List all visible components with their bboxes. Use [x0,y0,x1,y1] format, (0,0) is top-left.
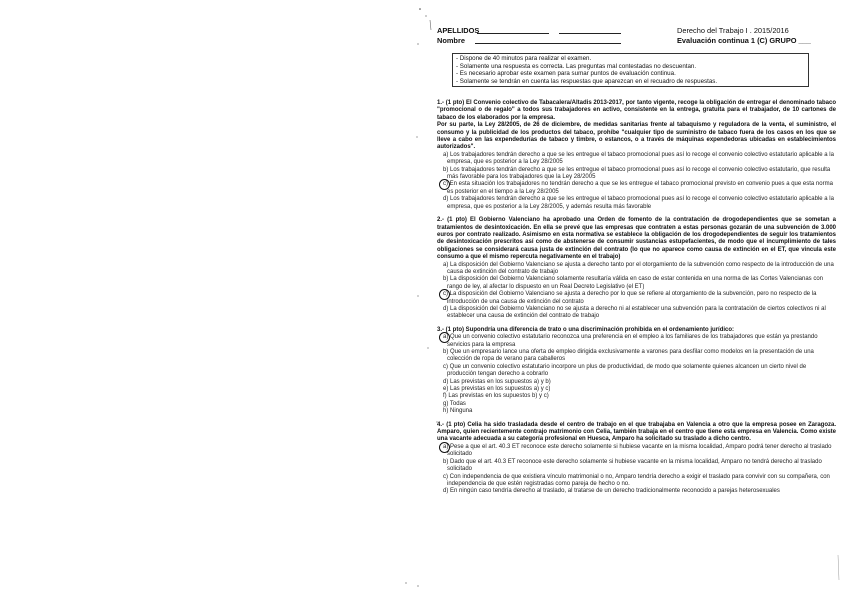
answer-option[interactable] [443,408,836,415]
option-text: f) Las previstas en los supuestos b) y c) [443,393,549,400]
answer-option-selected[interactable] [443,181,836,196]
answer-option[interactable] [443,393,836,400]
question-1 [437,100,836,211]
answer-option[interactable] [443,196,836,211]
answer-option-selected[interactable] [443,291,836,306]
question-3 [437,327,836,416]
question-paragraph: 1.- (1 pto) El Convenio colectivo de Tabacalera/Altadis 2013-2017, por tanto vigente, recoge la obligación de entregar el denominado tabaco "promocional o de regalo" a todos sus trabajadores en activo, consistente en la entrega, gratuita para el trabajador, de 10 cartones de tabaco de los elaborados por la empresa. [437,100,836,121]
option-text: e) Las previstas en los supuestos a) y c) [443,386,551,393]
option-text: a) Pese a que el art. 40.3 ET reconoce este derecho solamente si hubiese vacante en la misma localidad, Amparo podrá tener derecho al traslado solicitado [443,443,832,458]
option-text: b) La disposición del Gobierno Valenciano solamente resultaría válida en caso de estar contenida en una norma de las Cortes Valencianas con rango de ley, al afectar lo dispuesto en un Real Decreto Legislativo (el ET) [443,276,824,290]
answer-option[interactable] [443,364,836,379]
answer-option[interactable] [443,401,836,408]
option-text: d) En ningún caso tendría derecho al traslado, al tratarse de un derecho tradicionalmente reconocido a parejas heterosexuales [443,488,780,495]
answer-option[interactable] [443,379,836,386]
option-text: g) Todas [443,400,466,407]
option-text: b) Dado que el art. 40.3 ET reconoce este derecho solamente si hubiese vacante en la misma localidad, Amparo no tendrá derecho al traslado solicitado [443,458,822,473]
option-text: c) La disposición del Gobierno Valenciano se ajusta a derecho por lo que se refiere al otorgamiento de la subvención, pero no respecto de la introducción de una causa de extinción del contrato [443,291,817,305]
answer-option[interactable] [443,459,836,474]
answer-option[interactable] [443,349,836,364]
answer-option[interactable] [443,152,836,167]
option-text: a) La disposición del Gobierno Valenciano se ajusta a derecho tanto por el otorgamiento de la subvención como respecto de la introducción de una causa de extinción del contrato de trabajo [443,261,834,275]
course-title: Derecho del Trabajo I . 2015/2016 [677,26,789,35]
answer-option[interactable] [443,474,836,489]
option-text: c) Con independencia de que existiera vínculo matrimonial o no, Amparo tendría derecho a exigir el traslado para convivir con su compañera, con independencia de que estén registradas como pareja de hecho o no. [443,473,830,487]
question-2 [437,217,836,321]
question-paragraph: 3.- (1 pto) Supondría una diferencia de trato o una discriminación prohibida en el ordenamiento jurídico: [437,326,735,333]
question-paragraph: Por su parte, la Ley 28/2005, de 26 de diciembre, de medidas sanitarias frente al tabaquismo y reguladora de la venta, el suministro, el consumo y la publicidad de los productos del tabaco, prohíbe "cualquier tipo de suministro de tabaco fuera de los casos en los que se lleve a cabo en las expendedurías de tabaco y timbre, o estancos, o a través de máquinas expendedoras ubicadas en establecimientos autorizados". [437,122,836,151]
instruction-line: - Dispone de 40 minutos para realizar el examen. [456,55,592,62]
instruction-line: - Es necesario aprobar este examen para sumar puntos de evaluación continua. [456,70,676,78]
answer-option[interactable] [443,488,836,495]
instruction-line: - Solamente se tendrán en cuenta las respuestas que aparezcan en el recuadro de respuestas. [456,77,718,85]
nombre-label: Nombre [437,36,465,45]
exam-header [437,26,837,54]
option-text: a) Los trabajadores tendrán derecho a que se les entregue el tabaco promocional pues así lo recoge el convenio colectivo estatutario aplicable a la empresa, que es posterior a la Ley 28/2005 [443,151,834,166]
question-2-text [437,217,836,261]
question-4 [437,422,836,496]
answer-option-selected[interactable] [443,334,836,349]
option-text: d) La disposición del Gobierno Valenciano no se ajusta a derecho ni al establecer una subvención para la contratación de ciertos colectivos ni al establecer una causa de extinción del contrato de trabajo [443,305,826,320]
option-text: c) En esta situación los trabajadores no tendrán derecho a que se les entregue el tabaco promocional previsto en convenio pues a que esta norma es posterior en el tiempo a la Ley 28/2005 [443,181,833,195]
answer-option[interactable] [443,167,836,182]
answer-option-selected[interactable] [443,444,836,459]
option-text: d) Las previstas en los supuestos a) y b) [443,378,551,385]
answer-circle-mark [439,442,450,453]
option-text: c) Que un convenio colectivo estatutario incorpore un plus de productividad, de modo que solamente quienes alcancen un cierto nivel de producción tengan derecho a cobrarlo [443,363,807,378]
instructions-box [452,53,809,87]
question-1-text [437,100,836,152]
option-text: h) Ninguna [443,408,473,415]
answer-option[interactable] [443,306,836,321]
question-paragraph: 2.- (1 pto) El Gobierno Valenciano ha aprobado una Orden de fomento de la contratación de drogodependientes que se sometan a tratamientos de desintoxicación. En ella se prevé que las empresas que contraten a estas personas gozarán de una subvención de 3.000 euros por contrato realizado. Asimismo en esta normativa se establece la obligación de los drogodependientes de seguir los tratamientos de desintoxicación prescritos así como de abstenerse de consumir sustancias estupefacientes, de modo que el incumplimiento de tales obligaciones se considerará causa justa de extinción del contrato (lo que no aparece como causa de extinción en el ET, que vincula este consumo a que el mismo repercuta negativamente en el trabajo) [437,217,836,261]
answer-option[interactable] [443,386,836,393]
apellidos-line-1 [477,33,549,34]
answer-option[interactable] [443,276,836,291]
question-paragraph: 4.- (1 pto) Celia ha sido trasladada desde el centro de trabajo en el que trabajaba en Valencia a otro que la empresa posee en Zaragoza. Amparo, quien recientemente contrajo matrimonio con Celia, también trabaja en el centro que tiene esta empresa en Valencia. Como existe una vacante adecuada a su categoría profesional en Huesca, Amparo ha solicitado su traslado a dicho centro. [437,421,836,443]
option-text: b) Que un empresario lance una oferta de empleo dirigida exclusivamente a varones para desfilar como modelos en la presentación de una colección de ropa de verano para caballeros [443,349,814,363]
evaluation-title: Evaluación continua 1 (C) GRUPO ___ [677,36,811,45]
option-text: a) Que un convenio colectivo estatutario reconozca una preferencia en el empleo a los familiares de los trabajadores que están ya prestando servicios para la empresa [443,334,818,348]
instruction-line: - Solamente una respuesta es correcta. Las preguntas mal contestadas no descuentan. [456,62,697,70]
apellidos-line-2 [559,33,621,34]
option-text: b) Los trabajadores tendrán derecho a que se les entregue el tabaco promocional pues así lo recoge el convenio colectivo estatutario, que resulta más favorable para los trabajadores que la Ley 28/2005 [443,166,831,181]
questions-area [437,100,836,502]
apellidos-label: APELLIDOS [437,26,480,35]
answer-option[interactable] [443,262,836,277]
question-4-text [437,422,836,444]
question-3-text [437,327,836,334]
nombre-line [475,43,621,44]
option-text: d) Los trabajadores tendrán derecho a que se les entregue el tabaco promocional pues así lo recoge el convenio colectivo estatutario aplicable a la empresa, que es posterior a la Ley 28/2005, y además resulta más favorable [443,196,834,210]
